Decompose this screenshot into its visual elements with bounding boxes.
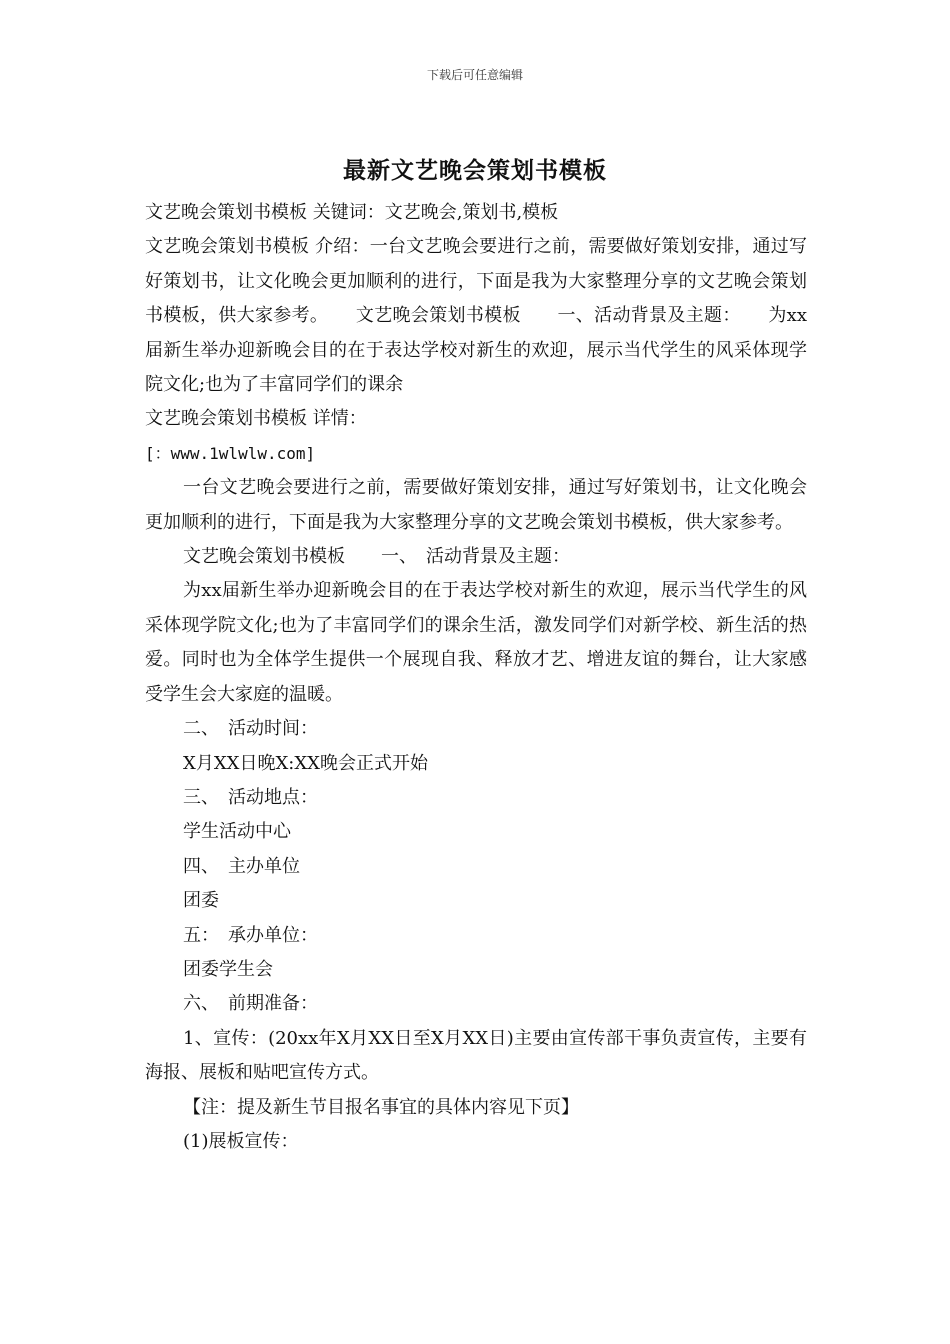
- paragraph: 团委学生会: [183, 958, 273, 980]
- paragraph: 三、 活动地点：: [183, 786, 318, 808]
- paragraph: 【注：提及新生节目报名事宜的具体内容见下页】: [183, 1096, 579, 1118]
- paragraph: 文艺晚会策划书模板 详情：: [145, 408, 367, 430]
- paragraph: 文艺晚会策划书模板 关键词：文艺晚会,策划书,模板: [145, 202, 559, 223]
- document-title: 最新文艺晚会策划书模板: [343, 157, 607, 184]
- paragraph: 学生活动中心: [183, 821, 291, 843]
- paragraph: 文艺晚会策划书模板 介绍：一台文艺晚会要进行之前，需要做好策划安排，通过写好策划书，让文化晚会更加顺利的进行，下面是我为大家整理分享的文艺晚会策划书模板，供大家参考。 文艺晚会策划书模板 一、活动背景及主题： 为xx届新生举办迎新晚会目的在于表达学校对新生的欢迎，展示当代学生的风采体现学院文化;也为了丰富同学们的课余: [145, 236, 807, 396]
- paragraph: (1)展板宣传：: [183, 1130, 299, 1152]
- paragraph: 为xx届新生举办迎新晚会目的在于表达学校对新生的欢迎，展示当代学生的风采体现学院文化;也为了丰富同学们的课余生活，激发同学们对新学校、新生活的热爱。同时也为全体学生提供一个展现自我、释放才艺、增进友谊的舞台，让大家感受学生会大家庭的温暖。: [145, 580, 807, 705]
- paragraph: 一台文艺晚会要进行之前，需要做好策划安排，通过写好策划书，让文化晚会更加顺利的进行，下面是我为大家整理分享的文艺晚会策划书模板，供大家参考。: [145, 477, 807, 533]
- document-body: [145, 196, 807, 1159]
- paragraph: 文艺晚会策划书模板 一、 活动背景及主题：: [183, 546, 570, 568]
- paragraph: 六、 前期准备：: [183, 993, 318, 1015]
- paragraph: 1、宣传：(20xx年X月XX日至X月XX日)主要由宣传部干事负责宣传，主要有海报、展板和贴吧宣传方式。: [145, 1027, 807, 1084]
- paragraph: 五： 承办单位：: [183, 924, 318, 946]
- page-header: 下载后可任意编辑: [426, 68, 523, 82]
- paragraph: 二、 活动时间：: [183, 718, 318, 740]
- paragraph: 四、 主办单位: [183, 855, 300, 877]
- paragraph: X月XX日晚X:XX晚会正式开始: [183, 752, 428, 774]
- paragraph: [：www.1wlwlw.com]: [145, 443, 316, 463]
- paragraph: 团委: [183, 890, 219, 912]
